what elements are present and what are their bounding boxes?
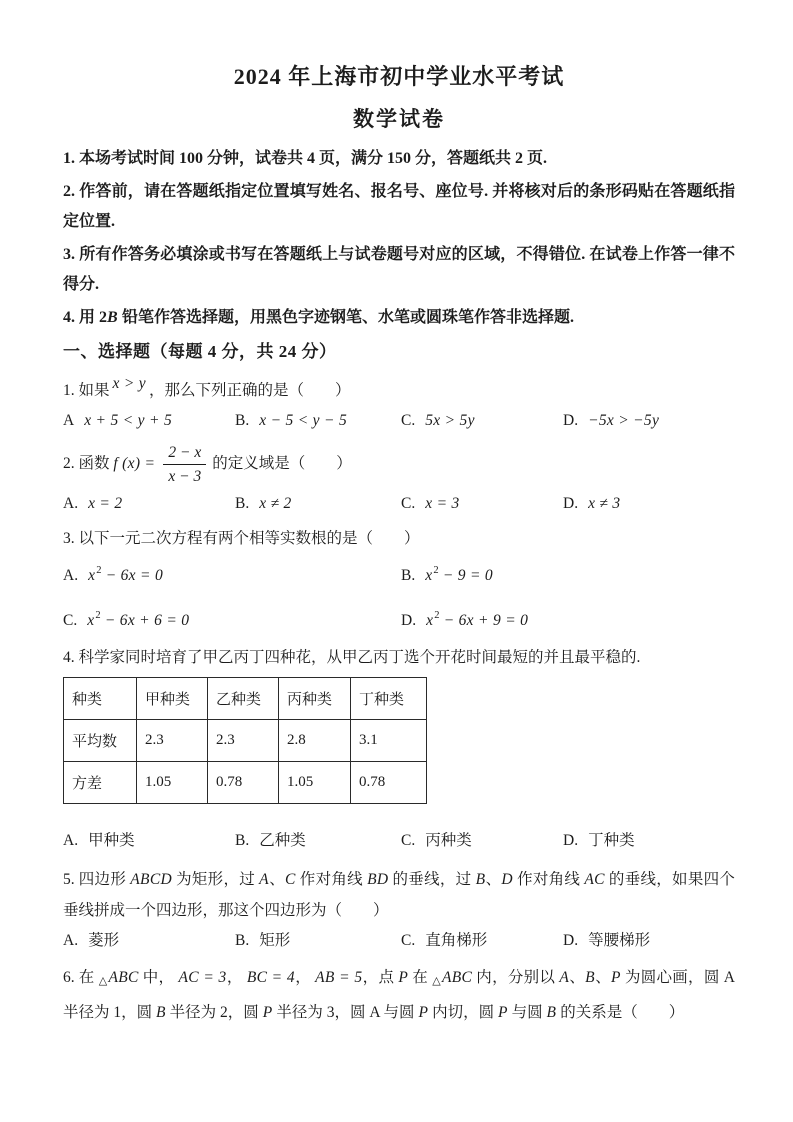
question-1-stem: 1. 如果 x > y ，那么下列正确的是（ ） (63, 375, 351, 399)
question-4-option-b (235, 826, 401, 856)
table-cell: 乙种类 (208, 678, 279, 720)
option-text: 丙种类 (425, 832, 472, 849)
option-text: $x^2 - 6x + 6 = 0$ (87, 610, 190, 629)
page-title: 2024 年上海市初中学业水平考试 (233, 64, 565, 89)
question-6-stem: 6. 在 △ABC 中， AC = 3， BC = 4， AB = 5，点 P 在 △ABC 内，分别以 A、B、P 为圆心画，圆 A 半径为 1，圆 B 半径为 2，圆 P 半径为 3，圆 A 与圆 P 内切，圆 P 与圆 B 的关系是（ ） (63, 969, 735, 1021)
question-4-option-a (63, 826, 235, 856)
question-1-option-a (63, 406, 235, 436)
table-cell: 0.78 (351, 762, 427, 804)
question-5-option-c (401, 926, 563, 956)
option-label: A. (63, 932, 79, 949)
question-2-option-d (563, 489, 735, 519)
option-label: C. (63, 612, 78, 629)
table-cell: 丙种类 (279, 678, 351, 720)
option-text: $x^2 - 6x + 9 = 0$ (426, 610, 529, 629)
table-cell: 平均数 (64, 720, 137, 762)
question-1-options (63, 406, 735, 436)
option-label: B. (401, 567, 416, 584)
option-text: x − 5 < y − 5 (259, 412, 348, 429)
question-4-option-c (401, 826, 563, 856)
option-label: A. (63, 495, 79, 512)
option-text: $x^2 - 9 = 0$ (425, 565, 493, 584)
question-5-option-b (235, 926, 401, 956)
option-text: 乙种类 (259, 832, 306, 849)
option-label: D. (563, 495, 579, 512)
question-4-option-d (563, 826, 735, 856)
question-3 (63, 523, 735, 636)
question-2-option-b (235, 489, 401, 519)
table-cell: 2.3 (137, 720, 208, 762)
question-3-option-c (63, 601, 401, 636)
question-1 (63, 375, 735, 436)
table-cell: 丁种类 (351, 678, 427, 720)
question-1-option-b (235, 406, 401, 436)
option-label: D. (563, 832, 579, 849)
table-row (64, 720, 427, 762)
table-cell: 1.05 (279, 762, 351, 804)
option-label: A (63, 412, 75, 429)
section-one-heading: 一、选择题（每题 4 分，共 24 分） (63, 342, 337, 361)
question-5-option-a (63, 926, 235, 956)
option-label: C. (401, 832, 416, 849)
option-label: A. (63, 567, 79, 584)
option-label: B. (235, 495, 250, 512)
question-1-option-d (563, 406, 735, 436)
option-label: B. (235, 832, 250, 849)
option-text: x ≠ 3 (588, 495, 621, 512)
question-1-option-c (401, 406, 563, 436)
question-5 (63, 864, 735, 956)
option-label: A. (63, 832, 79, 849)
option-text: $x^2 - 6x = 0$ (88, 565, 164, 584)
option-label: D. (401, 612, 417, 629)
table-cell: 3.1 (351, 720, 427, 762)
option-label: B. (235, 932, 250, 949)
table-cell: 甲种类 (137, 678, 208, 720)
question-4-options (63, 826, 735, 856)
flower-stats-table (63, 677, 427, 804)
question-3-option-d (401, 601, 735, 636)
instruction-4: 4. 用 2B 铅笔作答选择题，用黑色字迹钢笔、水笔或圆珠笔作答非选择题. (63, 309, 575, 326)
option-text: 等腰梯形 (588, 932, 651, 949)
instructions-block (63, 144, 735, 333)
question-6 (63, 962, 735, 1028)
option-text: x = 2 (88, 495, 123, 512)
option-text: x + 5 < y + 5 (84, 412, 172, 429)
instruction-2: 2. 作答前，请在答题纸指定位置填写姓名、报名号、座位号. 并将核对后的条形码贴在答题纸指定位置. (63, 183, 735, 230)
option-text: x ≠ 2 (259, 495, 292, 512)
question-2-options (63, 489, 735, 519)
option-text: x = 3 (425, 495, 460, 512)
question-2-stem: 2. 函数 f (x) = $\frac{2 - x}{x - 3}$ 的定义域是（ ） (63, 444, 352, 485)
question-4-stem: 4. 科学家同时培育了甲乙丙丁四种花，从甲乙丙丁选个开花时间最短的并且最平稳的. (63, 649, 641, 666)
instruction-1: 1. 本场考试时间 100 分钟，试卷共 4 页，满分 150 分，答题纸共 2 页. (63, 150, 548, 167)
option-label: C. (401, 932, 416, 949)
option-text: 5x > 5y (425, 412, 475, 429)
question-3-option-a (63, 556, 401, 591)
instruction-3: 3. 所有作答务必填涂或书写在答题纸上与试卷题号对应的区域，不得错位. 在试卷上作答一律不得分. (63, 246, 735, 293)
question-3-option-b (401, 556, 735, 591)
option-text: 菱形 (88, 932, 120, 949)
question-5-stem: 5. 四边形 ABCD 为矩形，过 A、C 作对角线 BD 的垂线，过 B、D 作对角线 AC 的垂线，如果四个垂线拼成一个四边形，那这个四边形为（ ） (63, 871, 735, 919)
option-text: 甲种类 (88, 832, 135, 849)
question-5-options (63, 926, 735, 956)
option-label: D. (563, 412, 579, 429)
question-3-options (63, 556, 735, 636)
page-subtitle: 数学试卷 (353, 107, 445, 131)
table-cell: 种类 (64, 678, 137, 720)
question-5-option-d (563, 926, 735, 956)
option-text: −5x > −5y (588, 412, 660, 429)
option-label: C. (401, 495, 416, 512)
option-text: 直角梯形 (425, 932, 488, 949)
question-3-stem: 3. 以下一元二次方程有两个相等实数根的是（ ） (63, 530, 420, 547)
table-cell: 1.05 (137, 762, 208, 804)
table-cell: 0.78 (208, 762, 279, 804)
question-4 (63, 642, 735, 856)
table-cell: 2.3 (208, 720, 279, 762)
table-cell: 2.8 (279, 720, 351, 762)
option-label: B. (235, 412, 250, 429)
table-row (64, 762, 427, 804)
question-2-option-c (401, 489, 563, 519)
question-2-option-a (63, 489, 235, 519)
option-text: 丁种类 (588, 832, 635, 849)
option-text: 矩形 (259, 932, 291, 949)
question-2 (63, 440, 735, 519)
option-label: C. (401, 412, 416, 429)
table-cell: 方差 (64, 762, 137, 804)
table-row (64, 678, 427, 720)
option-label: D. (563, 932, 579, 949)
